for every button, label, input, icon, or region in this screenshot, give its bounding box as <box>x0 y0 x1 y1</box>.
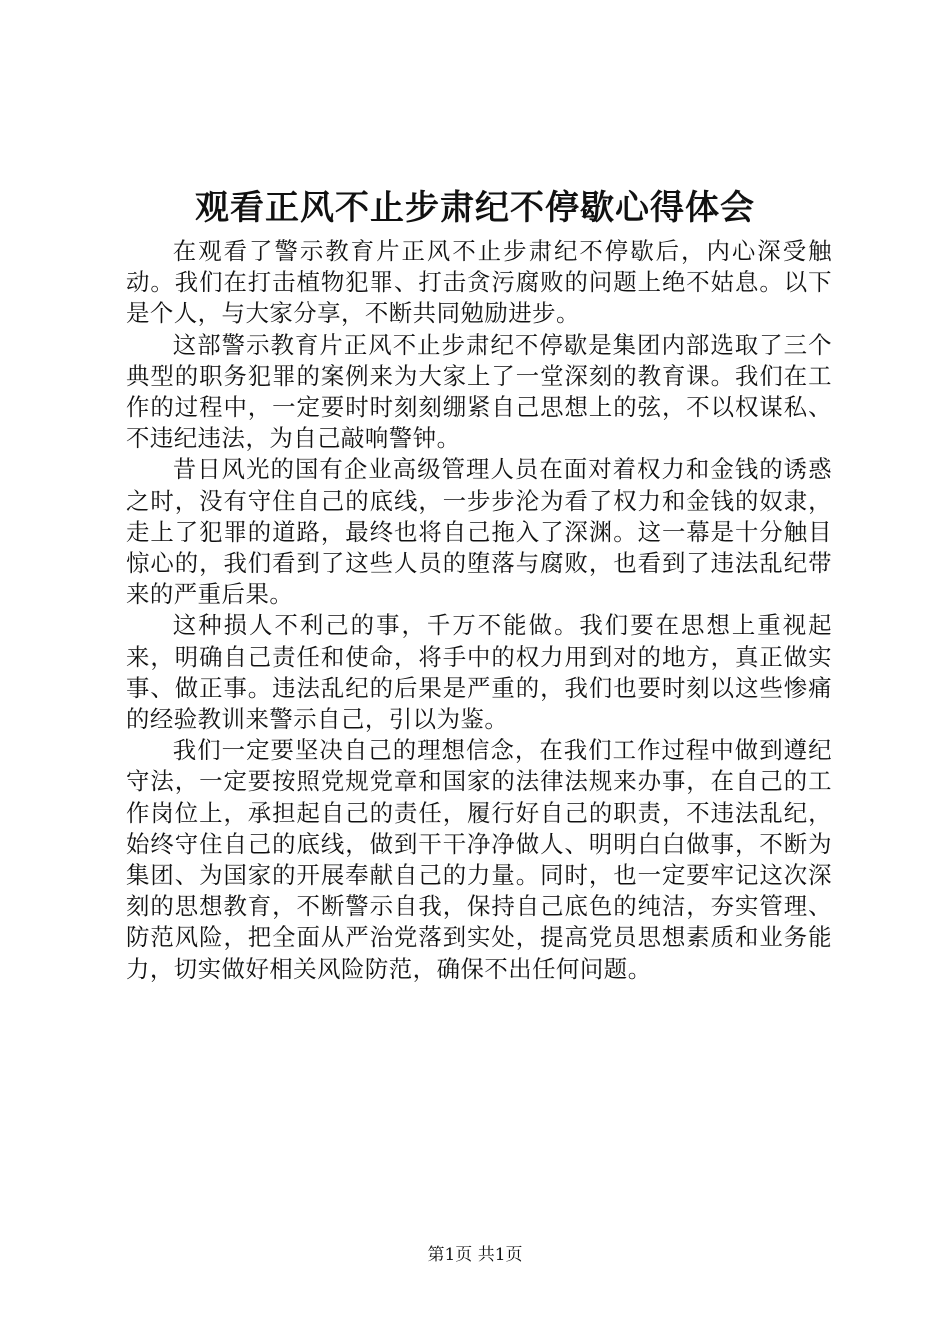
paragraph-1: 在观看了警示教育片正风不止步肃纪不停歇后，内心深受触动。我们在打击植物犯罪、打击贪污腐败的问题上绝不姑息。以下是个人，与大家分享，不断共同勉励进步。 <box>126 237 832 328</box>
paragraph-4: 这种损人不利己的事，千万不能做。我们要在思想上重视起来，明确自己责任和使命，将手中的权力用到对的地方，真正做实事、做正事。违法乱纪的后果是严重的，我们也要时刻以这些惨痛的经验教训来警示自己，引以为鉴。 <box>126 611 832 734</box>
paragraph-2: 这部警示教育片正风不止步肃纪不停歇是集团内部选取了三个典型的职务犯罪的案例来为大家上了一堂深刻的教育课。我们在工作的过程中，一定要时时刻刻绷紧自己思想上的弦，不以权谋私、不违纪违法，为自己敲响警钟。 <box>126 330 832 453</box>
document-title: 观看正风不止步肃纪不停歇心得体会 <box>195 188 755 228</box>
page-footer: 第1页 共1页 <box>427 1245 523 1265</box>
paragraph-5: 我们一定要坚决自己的理想信念，在我们工作过程中做到遵纪守法，一定要按照党规党章和国家的法律法规来办事，在自己的工作岗位上，承担起自己的责任，履行好自己的职责，不违法乱纪，始终守住自己的底线，做到干干净净做人、明明白白做事，不断为集团、为国家的开展奉献自己的力量。同时，也一定要牢记这次深刻的思想教育，不断警示自我，保持自己底色的纯洁，夯实管理、防范风险，把全面从严治党落到实处，提高党员思想素质和业务能力，切实做好相关风险防范，确保不出任何问题。 <box>126 736 832 983</box>
paragraph-3: 昔日风光的国有企业高级管理人员在面对着权力和金钱的诱惑之时，没有守住自己的底线，一步步沦为看了权力和金钱的奴隶，走上了犯罪的道路，最终也将自己拖入了深渊。这一幕是十分触目惊心的，我们看到了这些人员的堕落与腐败，也看到了违法乱纪带来的严重后果。 <box>126 455 832 609</box>
document-body <box>126 236 832 985</box>
